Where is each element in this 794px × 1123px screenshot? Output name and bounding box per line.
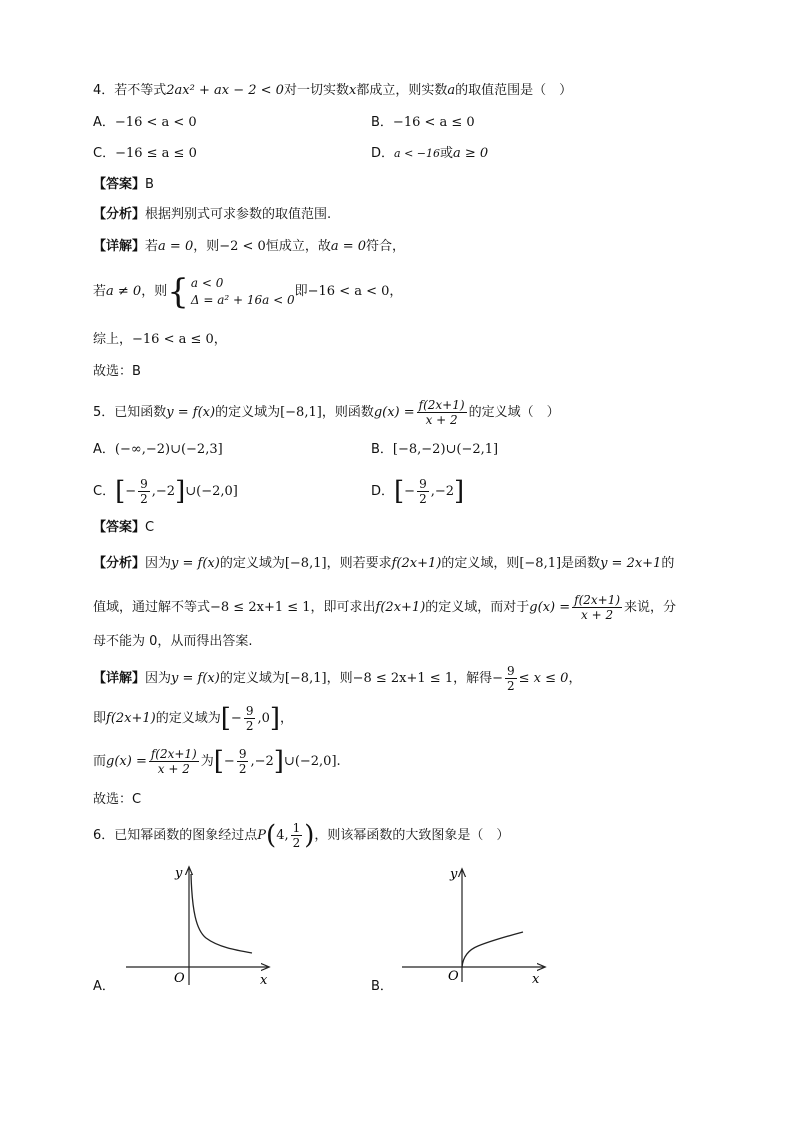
analysis-text: 的定义域，而对于 [425, 600, 530, 615]
fraction-denominator: 2 [238, 762, 247, 776]
analysis-tag: 【分析】 [93, 556, 146, 571]
q4-option-b[interactable] [371, 114, 475, 132]
q4-analysis [93, 206, 331, 224]
option-label: C． [93, 146, 116, 161]
analysis-text: 值域，通过解不等式 [93, 600, 211, 615]
case-system [167, 271, 295, 312]
fraction [505, 664, 517, 693]
detail-math: [−8,1] [284, 671, 327, 686]
option-label: A． [93, 442, 115, 457]
case-row: a < 0 [190, 275, 224, 290]
left-bracket-icon: [ [394, 476, 405, 507]
q6-option-a-label[interactable] [93, 978, 115, 996]
left-bracket-icon: [ [115, 476, 126, 507]
q4-choose [93, 363, 141, 381]
detail-text: 即 [294, 284, 308, 299]
detail-math: a ≠ 0 [106, 284, 142, 299]
option-value: (−∞,−2)∪(−2,3] [114, 442, 223, 457]
fraction-numerator: f(2x+1) [150, 747, 197, 761]
option-value-2: a ≥ 0 [453, 146, 489, 161]
option-label: B． [371, 115, 393, 130]
detail-text: 为 [200, 754, 214, 769]
option-label: B． [371, 442, 393, 457]
option-label: A． [93, 979, 115, 994]
case-row: Δ = a² + 16a < 0 [190, 292, 295, 307]
fraction-denominator: x + 2 [157, 762, 190, 776]
origin-label: O [174, 971, 185, 986]
fraction-numerator: 9 [140, 477, 148, 491]
detail-text: 恒成立，故 [265, 239, 331, 254]
axis-label-y: y [175, 866, 183, 881]
analysis-text: ，则若要求 [326, 556, 392, 571]
analysis-math: y = 2x+1 [600, 556, 662, 571]
option-value: ,−2 [430, 484, 455, 499]
fraction [237, 747, 249, 776]
fraction-numerator: 1 [292, 821, 301, 835]
option-label: A． [93, 115, 115, 130]
left-bracket-icon: [ [220, 703, 231, 734]
answer-tag: 【答案】 [93, 177, 146, 192]
detail-math: g(x) = [106, 754, 147, 769]
detail-math: ∪(−2,0]. [283, 754, 341, 769]
fraction-denominator: x + 2 [581, 608, 614, 622]
stem-math: P [257, 828, 267, 843]
curve-increasing [462, 932, 523, 967]
detail-math: a = 0 [158, 239, 194, 254]
fraction-denominator: 2 [419, 492, 427, 506]
fraction-numerator: 9 [419, 477, 427, 491]
analysis-text: 来说，分 [624, 600, 677, 615]
option-value: a < −16 [394, 147, 440, 160]
detail-text: 因为 [145, 671, 172, 686]
curve-decreasing [191, 874, 252, 953]
detail-tag: 【详解】 [93, 239, 146, 254]
right-bracket-icon: ] [273, 746, 284, 777]
option-label: B． [371, 979, 393, 994]
stem-text: 的定义域（ ） [468, 405, 560, 420]
q4-detail-line-2 [93, 272, 402, 312]
analysis-math: g(x) = [529, 600, 571, 615]
fraction-denominator: 2 [140, 492, 148, 506]
choose-text: 故选：C [93, 792, 142, 807]
analysis-math: f(2x+1) [391, 556, 442, 571]
q5-answer [93, 519, 154, 537]
fraction [138, 477, 150, 506]
fraction-numerator: f(2x+1) [574, 593, 621, 607]
axis-label-x: x [260, 973, 268, 988]
fraction-numerator: f(2x+1) [418, 398, 465, 412]
option-value-2: ∪(−2,0] [185, 484, 238, 499]
q4-stem-text-2: 对一切实数 [283, 83, 349, 98]
detail-text: 符合， [366, 239, 406, 254]
stem-text: 6．已知幂函数的图象经过点 [93, 828, 258, 843]
option-label: C． [93, 484, 116, 499]
q5-option-b[interactable] [371, 441, 498, 459]
analysis-math: [−8,1] [284, 556, 327, 571]
analysis-text: 因为 [145, 556, 172, 571]
origin-label: O [448, 969, 459, 984]
detail-text: ，则 [193, 239, 220, 254]
q4-answer [93, 176, 154, 194]
fraction [244, 704, 256, 733]
q4-stem [93, 82, 572, 100]
detail-text: 若 [145, 239, 159, 254]
analysis-tag: 【分析】 [93, 207, 146, 222]
analysis-math: −8 ≤ 2x+1 ≤ 1 [210, 600, 311, 615]
analysis-text: ，即可求出 [310, 600, 376, 615]
detail-text: 综上， [93, 332, 133, 347]
choose-text: 故选：B [93, 364, 141, 379]
stem-math: 4, [276, 828, 289, 843]
fraction [417, 398, 467, 427]
detail-math: ,−2 [250, 754, 274, 769]
detail-text: ， [389, 284, 403, 299]
analysis-math: f(2x+1) [375, 600, 426, 615]
detail-text: ， [280, 711, 294, 726]
option-value: ,−2 [151, 484, 176, 499]
stem-math: g(x) = [373, 405, 415, 420]
axis-label-y: y [450, 867, 458, 882]
q5-option-d[interactable]: D．[− $\frac{9}{2}$ ,−2] [371, 476, 465, 507]
q4-stem-math: 2ax² + ax − 2 < 0 [166, 83, 284, 98]
stem-text: 5．已知函数 [93, 405, 167, 420]
axis-label-x: x [532, 972, 540, 987]
fraction-denominator: 2 [507, 679, 515, 693]
q4-stem-var: x [348, 83, 357, 98]
q4-detail-line-3 [93, 331, 227, 349]
fraction [572, 593, 622, 622]
detail-text: ， [213, 332, 227, 347]
fraction [417, 477, 429, 506]
option-value: −16 < a < 0 [114, 115, 197, 130]
q4-option-d[interactable] [371, 145, 488, 163]
option-value: [−8,−2)∪(−2,1] [392, 442, 499, 457]
fraction-numerator: 9 [245, 704, 254, 718]
analysis-math: y = f(x) [171, 556, 220, 571]
right-bracket-icon: ] [175, 476, 186, 507]
q4-stem-var-2: a [447, 83, 456, 98]
stem-text: 的定义域为 [215, 405, 281, 420]
detail-math: −2 < 0 [219, 239, 266, 254]
q5-option-c[interactable]: C．[− $\frac{9}{2}$ ,−2]∪(−2,0] [93, 476, 238, 507]
right-paren-icon: ) [304, 820, 315, 851]
q5-choose [93, 791, 141, 809]
fraction [291, 821, 303, 850]
fraction [149, 747, 199, 776]
q6-stem [93, 816, 509, 856]
analysis-text: 的定义域，则 [441, 556, 520, 571]
stem-text: ，则函数 [321, 405, 374, 420]
answer-value: C [145, 520, 155, 535]
detail-text: ， [568, 671, 582, 686]
analysis-text: 的定义域为 [219, 556, 285, 571]
q4-stem-text: 4．若不等式 [93, 83, 167, 98]
option-value: −16 < a ≤ 0 [392, 115, 475, 130]
option-label: D． [371, 146, 395, 161]
q4-detail-line-1 [93, 238, 405, 256]
detail-text: 即 [93, 711, 107, 726]
stem-math: [−8,1] [280, 405, 322, 420]
analysis-text: 根据判别式可求参数的取值范围. [145, 207, 332, 222]
fraction-denominator: 2 [292, 836, 301, 850]
fraction-numerator: 9 [238, 747, 247, 761]
detail-tag: 【详解】 [93, 671, 146, 686]
detail-math: −16 < a < 0 [307, 284, 390, 299]
detail-text: ，解得 [453, 671, 493, 686]
right-bracket-icon: ] [454, 476, 465, 507]
detail-math: f(2x+1) [106, 711, 156, 726]
fraction-numerator: 9 [507, 664, 515, 678]
analysis-text: 是函数 [561, 556, 601, 571]
q5-option-a[interactable] [93, 441, 223, 459]
option-connector: 或 [440, 146, 454, 161]
detail-math: y = f(x) [171, 671, 220, 686]
detail-math: −16 < a ≤ 0 [132, 332, 214, 347]
analysis-text: 的 [661, 556, 675, 571]
left-brace-icon: { [167, 271, 189, 312]
q4-option-a[interactable] [93, 114, 197, 132]
q6-graph-a[interactable] [120, 860, 280, 990]
answer-value: B [145, 177, 154, 192]
option-label: D． [371, 484, 395, 499]
stem-math: y = f(x) [166, 405, 216, 420]
q6-option-b-label[interactable] [371, 978, 393, 996]
fraction-denominator: 2 [245, 719, 254, 733]
q6-graph-b[interactable] [398, 862, 558, 992]
detail-text: 的定义域为 [155, 711, 221, 726]
right-bracket-icon: ] [269, 703, 281, 734]
q5-stem [93, 393, 560, 433]
detail-text: ，则 [326, 671, 353, 686]
detail-math: a = 0 [330, 239, 367, 254]
q5-detail-line-2: 即f(2x+1)的定义域为[− $\frac{9}{2}$ ,0]， [93, 703, 294, 734]
q5-detail-line-3: 而g(x) = $\frac{f(2x+1)}{x + 2}$ 为[− $\frac{9}{2}$ ,−2]∪(−2,0]. [93, 746, 341, 777]
q5-analysis-line-1 [93, 555, 674, 573]
q5-analysis-line-2 [93, 588, 676, 628]
detail-math: −8 ≤ 2x+1 ≤ 1 [352, 671, 454, 686]
q4-stem-text-4: 的取值范围是（ ） [455, 83, 573, 98]
detail-math: ,0 [257, 711, 270, 726]
left-paren-icon: ( [266, 820, 277, 851]
option-value: −16 ≤ a ≤ 0 [115, 146, 197, 161]
fraction-denominator: x + 2 [425, 413, 458, 427]
q4-stem-text-3: 都成立，则实数 [356, 83, 448, 98]
analysis-text: 母不能为 0，从而得出答案. [93, 634, 253, 649]
detail-text: 而 [93, 754, 107, 769]
analysis-math: [−8,1] [519, 556, 562, 571]
stem-text: ，则该幂函数的大致图象是（ ） [314, 828, 510, 843]
detail-text: 若 [93, 284, 107, 299]
detail-text: ，则 [141, 284, 168, 299]
detail-text: 的定义域为 [219, 671, 285, 686]
left-bracket-icon: [ [213, 746, 224, 777]
q5-detail-line-1: 【详解】因为y = f(x)的定义域为[−8,1]，则−8 ≤ 2x+1 ≤ 1，解得− $\frac{9}{2}$ ≤ x ≤ 0， [93, 664, 582, 693]
q5-analysis-line-3 [93, 633, 253, 651]
answer-tag: 【答案】 [93, 520, 146, 535]
q4-option-c[interactable] [93, 145, 197, 163]
detail-math: ≤ x ≤ 0 [518, 671, 569, 686]
